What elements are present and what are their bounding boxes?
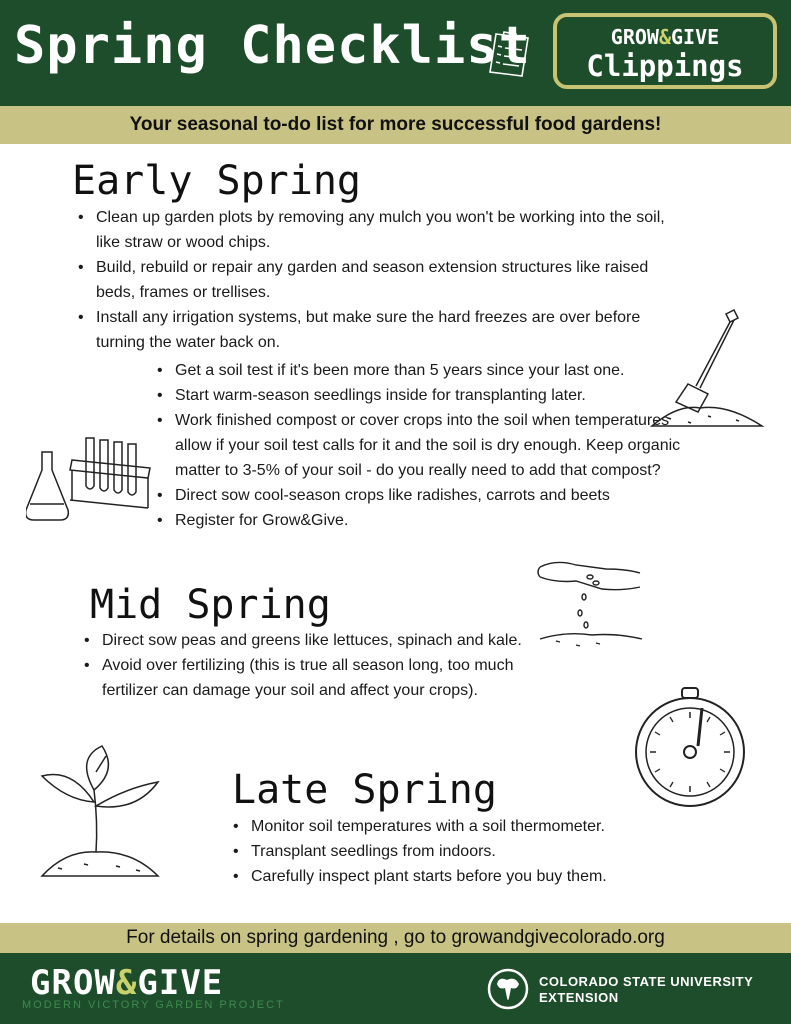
early-spring-list [74, 205, 674, 355]
grow-give-tagline: MODERN VICTORY GARDEN PROJECT [22, 999, 285, 1011]
shovel-icon [648, 308, 766, 436]
list-item: • Direct sow cool-season crops like radishes, carrots and beets [153, 483, 683, 508]
list-item: • Avoid over fertilizing (this is true all season long, too much fertilizer can damage your soil and affect your crops). [80, 653, 570, 703]
list-item: • Transplant seedlings from indoors. [229, 839, 679, 864]
test-tubes-icon [26, 430, 152, 526]
list-item: • Build, rebuild or repair any garden and season extension structures like raised beds, frames or trellises. [74, 255, 674, 305]
list-item: • Carefully inspect plant starts before you buy them. [229, 864, 679, 889]
details-link-band: For details on spring gardening , go to growandgivecolorado.org [0, 923, 791, 953]
list-item: • Register for Grow&Give. [153, 508, 683, 533]
list-item: • Install any irrigation systems, but make sure the hard freezes are over before turning the water back on. [74, 305, 674, 355]
grow-give-logo: GROW&GIVE [30, 963, 224, 1003]
csu-extension-name: COLORADO STATE UNIVERSITY EXTENSION [539, 974, 754, 1005]
hand-sowing-seeds-icon [536, 555, 644, 655]
list-item: • Clean up garden plots by removing any mulch you won't be working into the soil, like straw or wood chips. [74, 205, 674, 255]
csu-ram-logo-icon [487, 968, 529, 1010]
stopwatch-icon [632, 686, 750, 810]
grow-give-clippings-badge [553, 13, 777, 89]
footer [0, 953, 791, 1024]
tagline: Your seasonal to-do list for more successful food gardens! [0, 106, 791, 144]
late-spring-title: Late Spring [232, 767, 497, 813]
list-item: • Get a soil test if it's been more than 5 years since your last one. [153, 358, 683, 383]
list-item: • Monitor soil temperatures with a soil thermometer. [229, 814, 679, 839]
early-spring-list-continued [153, 358, 683, 533]
list-item: • Work finished compost or cover crops into the soil when temperatures allow if your soil test calls for it and the soil is dry enough. Keep organic matter to 3-5% of your soil - do you really need to add that compost? [153, 408, 683, 483]
mid-spring-title: Mid Spring [90, 582, 331, 628]
header-banner [0, 0, 791, 106]
badge-subtitle: Clippings [586, 49, 744, 83]
list-item: • Start warm-season seedlings inside for transplanting later. [153, 383, 683, 408]
clipboard-icon [484, 26, 536, 80]
page-title: Spring Checklist [14, 16, 531, 76]
badge-brand: GROW&GIVE [610, 25, 720, 49]
list-item: • Direct sow peas and greens like lettuces, spinach and kale. [80, 628, 570, 653]
mid-spring-list [80, 628, 570, 703]
late-spring-list [229, 814, 679, 889]
seedling-plant-icon [36, 742, 164, 882]
early-spring-title: Early Spring [72, 158, 361, 204]
